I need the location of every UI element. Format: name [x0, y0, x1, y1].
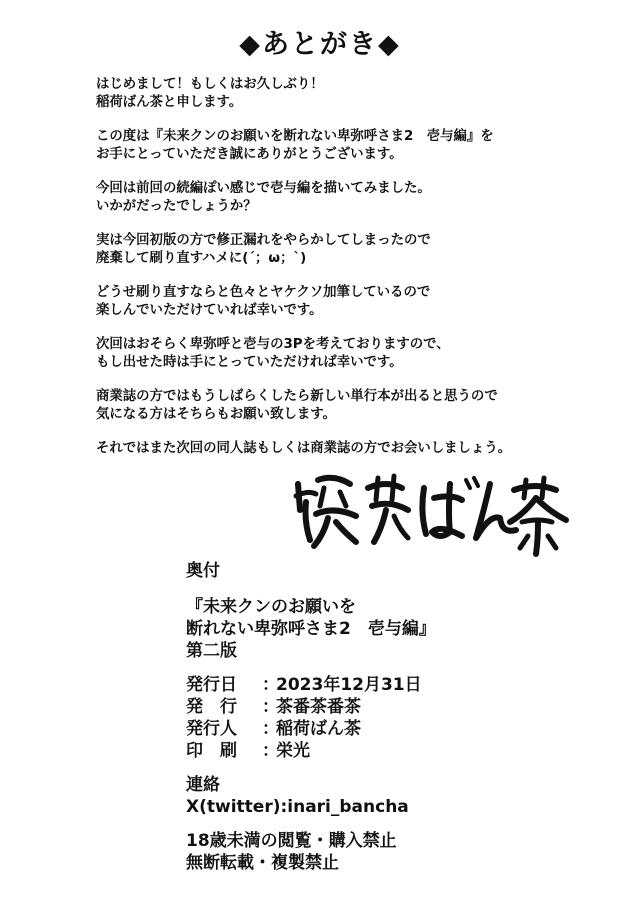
publication-row — [186, 740, 606, 762]
copyright-notice: 無断転載・複製禁止 — [186, 853, 339, 873]
publication-value: 茶番茶番茶 — [276, 697, 361, 717]
publication-row — [186, 718, 606, 740]
paragraph: どうせ刷り直すならと色々とヤケクソ加筆しているので 楽しんでいただけていれば幸いです。 — [96, 285, 431, 318]
contact-value: X(twitter):inari_bancha — [186, 797, 409, 817]
paragraph: この度は『未来クンのお願いを断れない卑弥呼さま2 壱与編』を お手にとっていただき誠にありがとうございます。 — [96, 129, 494, 162]
paragraph: はじめまして！もしくはお久しぶり！ 稲荷ばん茶と申します。 — [96, 77, 324, 110]
separator: ： — [262, 697, 279, 717]
colophon-heading: 奥付 — [186, 561, 220, 581]
contact-info — [186, 774, 606, 818]
page-title: ◆あとがき◆ — [239, 29, 401, 60]
book-title: 『未来クンのお願いを 断れない卑弥呼さま2 壱与編』 第二版 — [186, 597, 436, 661]
separator: ： — [262, 675, 279, 695]
publication-label: 印 刷 — [186, 741, 237, 761]
publication-row — [186, 696, 606, 718]
publication-row — [186, 674, 606, 696]
publication-info — [186, 674, 606, 762]
notices — [186, 830, 606, 874]
publication-label: 発行日 — [186, 675, 237, 695]
paragraph: 商業誌の方ではもうしばらくしたら新しい単行本が出ると思うので 気になる方はそちらもお願い致します。 — [96, 389, 498, 422]
publication-value: 栄光 — [276, 741, 310, 761]
age-restriction-notice: 18歳未満の閲覧・購入禁止 — [186, 831, 397, 851]
paragraph: 今回は前回の続編ぽい感じで壱与編を描いてみました。 いかがだったでしょうか？ — [96, 181, 431, 214]
paragraph: それではまた次回の同人誌もしくは商業誌の方でお会いしましょう。 — [96, 441, 512, 456]
separator: ： — [262, 741, 279, 761]
publication-label: 発 行 — [186, 697, 237, 717]
paragraph: 実は今回初版の方で修正漏れをやらかしてしまったので 廃棄して刷り直すハメに(´；ω；`) — [96, 233, 431, 266]
publication-value: 2023年12月31日 — [276, 675, 422, 695]
separator: ： — [262, 719, 279, 739]
contact-heading: 連絡 — [186, 775, 220, 795]
afterword-text — [96, 76, 596, 474]
publication-label: 発行人 — [186, 719, 237, 739]
colophon — [186, 560, 606, 886]
paragraph: 次回はおそらく卑弥呼と壱与の3Pを考えておりますので、 もし出せた時は手にとっていただければ幸いです。 — [96, 337, 450, 370]
handwritten-signature — [290, 470, 570, 564]
publication-value: 稲荷ばん茶 — [276, 719, 361, 739]
